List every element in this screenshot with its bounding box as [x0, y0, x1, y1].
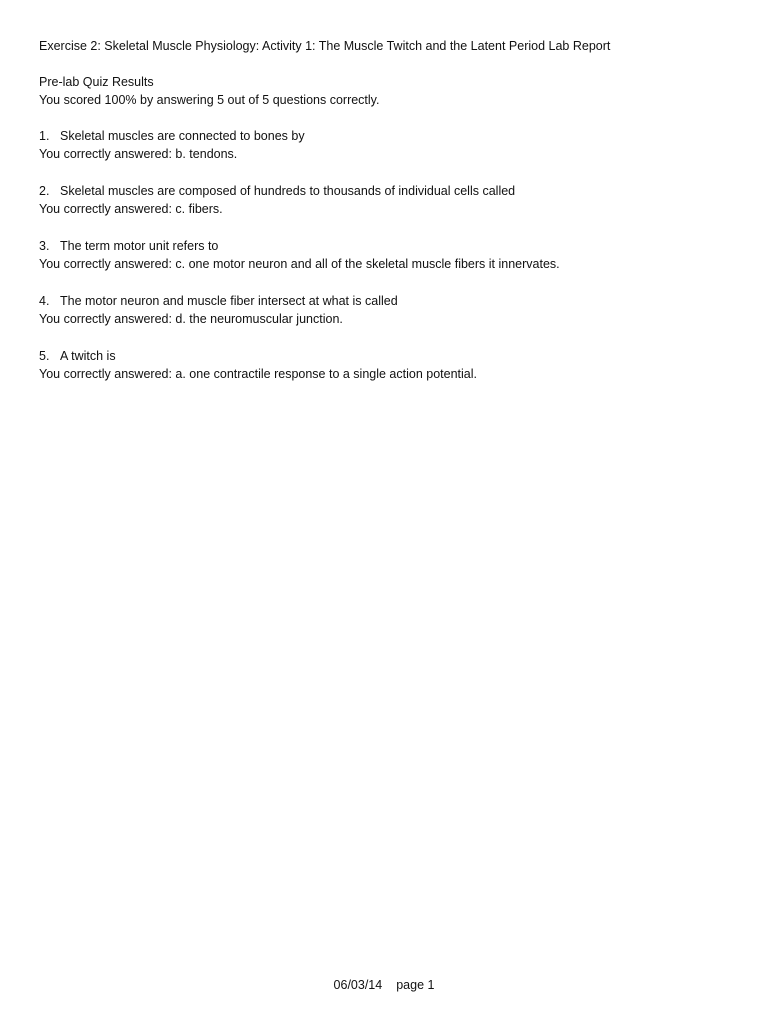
- answer-text: You correctly answered: c. fibers.: [39, 202, 223, 216]
- answer-text: You correctly answered: c. one motor neuron and all of the skeletal muscle fibers it innervates.: [39, 257, 560, 271]
- footer-date: 06/03/14: [333, 978, 383, 992]
- question-prompt: The motor neuron and muscle fiber intersect at what is called: [60, 294, 398, 308]
- question-number: 4.: [39, 294, 50, 308]
- question-prompt: Skeletal muscles are composed of hundreds to thousands of individual cells called: [60, 184, 516, 198]
- question-number: 2.: [39, 184, 50, 198]
- question-prompt: The term motor unit refers to: [60, 239, 219, 253]
- question-number: 1.: [39, 129, 50, 143]
- question-text: [39, 127, 738, 145]
- question-text: [39, 182, 738, 200]
- quiz-summary: [39, 73, 738, 109]
- report-title: Exercise 2: Skeletal Muscle Physiology: Activity 1: The Muscle Twitch and the Latent Period Lab Report: [39, 39, 611, 53]
- score-line: You scored 100% by answering 5 out of 5 questions correctly.: [39, 93, 380, 107]
- answer-text: You correctly answered: d. the neuromuscular junction.: [39, 312, 343, 326]
- question-item-4: [39, 292, 738, 328]
- report-content: [39, 37, 738, 402]
- question-item-5: [39, 347, 738, 383]
- question-number: 3.: [39, 239, 50, 253]
- question-item-2: [39, 182, 738, 218]
- answer-text: You correctly answered: a. one contractile response to a single action potential.: [39, 367, 477, 381]
- question-text: [39, 237, 738, 255]
- page-footer: [0, 976, 768, 994]
- answer-text: You correctly answered: b. tendons.: [39, 147, 238, 161]
- question-item-1: [39, 127, 738, 163]
- question-number: 5.: [39, 349, 50, 363]
- page-number: page 1: [396, 978, 435, 992]
- section-heading: Pre-lab Quiz Results: [39, 75, 154, 89]
- question-prompt: A twitch is: [60, 349, 116, 363]
- question-item-3: [39, 237, 738, 273]
- question-prompt: Skeletal muscles are connected to bones by: [60, 129, 305, 143]
- question-text: [39, 347, 738, 365]
- question-text: [39, 292, 738, 310]
